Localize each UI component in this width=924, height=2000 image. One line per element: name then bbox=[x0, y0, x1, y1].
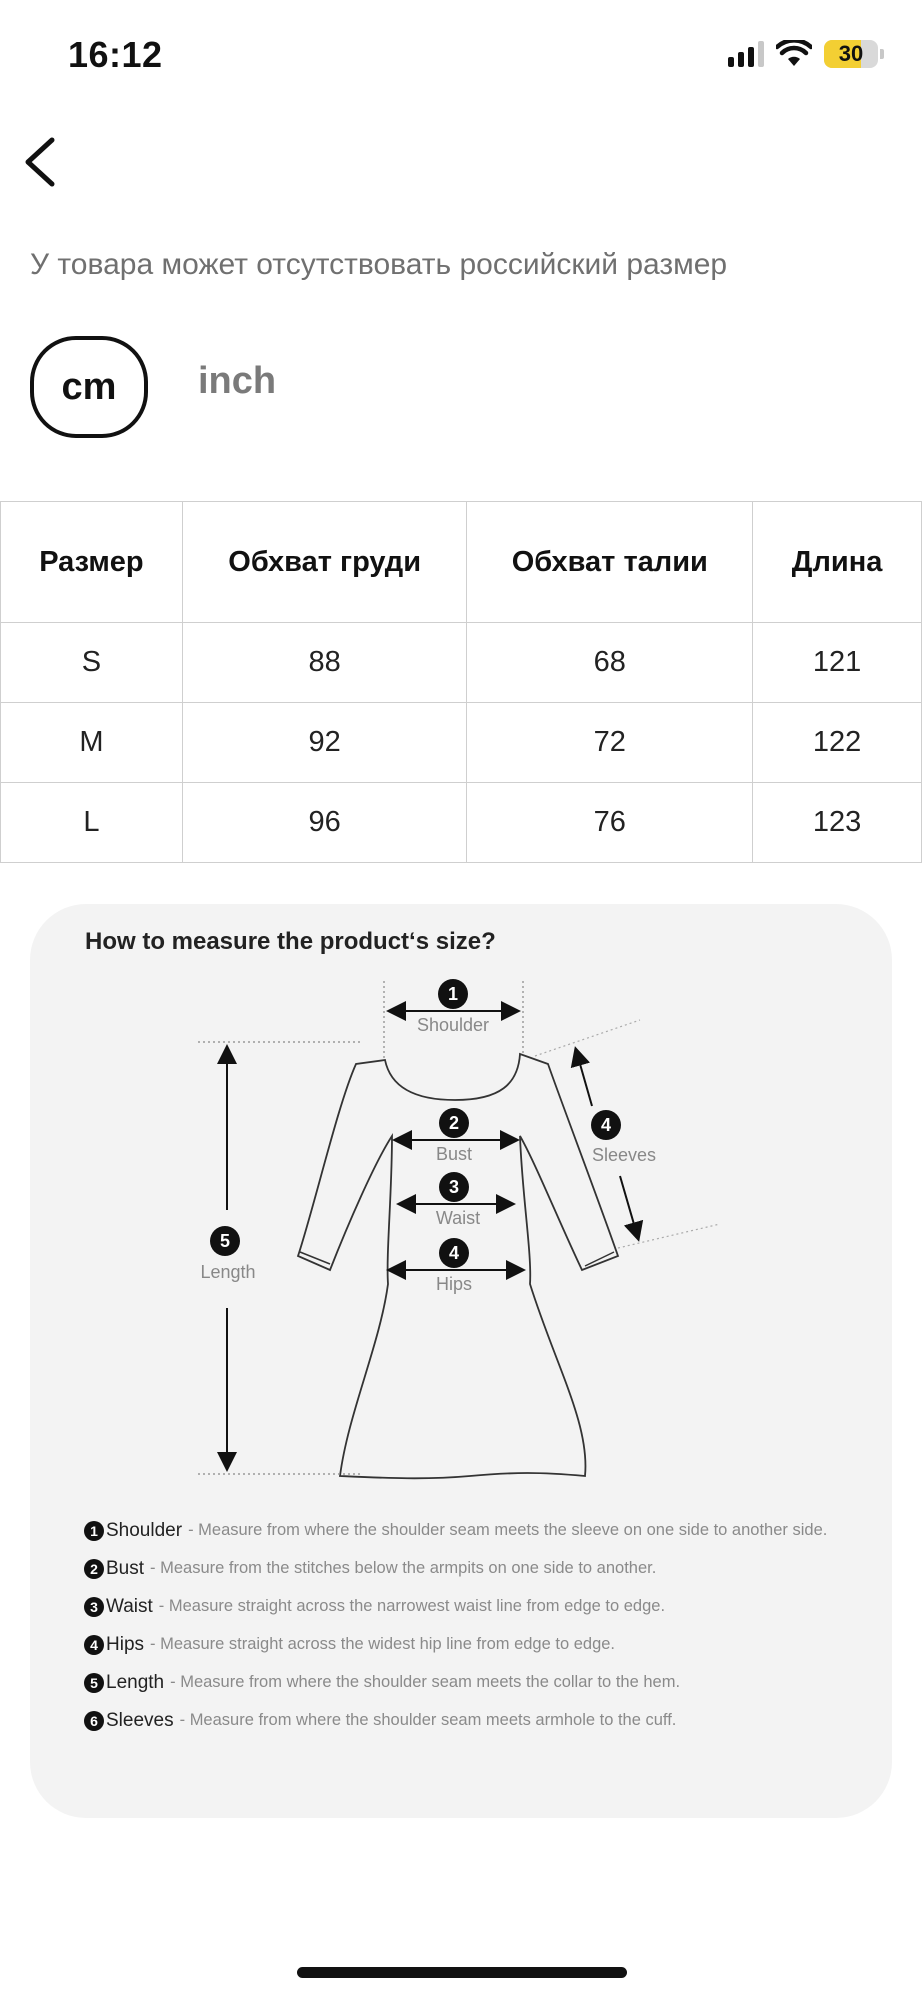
hips-marker: 4 bbox=[448, 1243, 460, 1263]
list-item bbox=[84, 1708, 864, 1733]
bust-marker: 2 bbox=[448, 1113, 460, 1133]
table-row bbox=[1, 703, 922, 783]
legend-number: 4 bbox=[84, 1635, 104, 1655]
length-label: Length bbox=[200, 1262, 256, 1282]
legend-description: - Measure from the stitches below the armpits on one side to another. bbox=[150, 1559, 657, 1577]
cellular-signal-icon bbox=[728, 41, 764, 67]
status-time: 16:12 bbox=[68, 34, 163, 75]
home-indicator[interactable] bbox=[297, 1967, 627, 1978]
legend-description: - Measure straight across the widest hip line from edge to edge. bbox=[150, 1635, 616, 1653]
cell-size: M bbox=[1, 703, 183, 783]
cell-bust: 88 bbox=[182, 623, 467, 703]
legend-description: - Measure from where the shoulder seam meets armhole to the cuff. bbox=[179, 1711, 677, 1729]
shoulder-marker: 1 bbox=[447, 984, 459, 1004]
legend-name: Length bbox=[106, 1672, 165, 1693]
sleeves-marker: 4 bbox=[600, 1115, 612, 1135]
cell-length: 122 bbox=[753, 703, 922, 783]
cell-waist: 76 bbox=[467, 783, 753, 863]
battery-icon bbox=[824, 40, 878, 68]
legend-name: Hips bbox=[106, 1634, 145, 1655]
legend-name: Sleeves bbox=[106, 1710, 174, 1731]
dress-diagram bbox=[30, 904, 892, 1504]
legend-number: 6 bbox=[84, 1711, 104, 1731]
length-marker: 5 bbox=[219, 1231, 231, 1251]
header-size: Размер bbox=[1, 502, 183, 623]
table-header-row bbox=[1, 502, 922, 623]
chevron-left-icon bbox=[14, 130, 74, 190]
measurement-legend bbox=[84, 1518, 864, 1746]
cell-size: L bbox=[1, 783, 183, 863]
legend-description: - Measure from where the shoulder seam meets the collar to the hem. bbox=[170, 1673, 681, 1691]
hips-label: Hips bbox=[435, 1274, 473, 1294]
legend-name: Waist bbox=[106, 1596, 153, 1617]
list-item bbox=[84, 1632, 864, 1657]
table-row bbox=[1, 623, 922, 703]
list-item bbox=[84, 1518, 864, 1543]
table-row bbox=[1, 783, 922, 863]
cell-bust: 96 bbox=[182, 783, 467, 863]
shoulder-label: Shoulder bbox=[416, 1015, 490, 1035]
waist-marker: 3 bbox=[448, 1177, 460, 1197]
unit-inch-button[interactable]: inch bbox=[198, 360, 277, 402]
size-table bbox=[0, 501, 922, 863]
size-notice: У товара может отсутствовать российский размер bbox=[30, 248, 728, 281]
legend-number: 1 bbox=[84, 1521, 104, 1541]
wifi-icon bbox=[776, 40, 812, 68]
guide-title: How to measure the product‘s size? bbox=[85, 928, 496, 955]
unit-cm-button[interactable]: cm bbox=[30, 336, 148, 438]
legend-name: Bust bbox=[106, 1558, 145, 1579]
cell-waist: 68 bbox=[467, 623, 753, 703]
measurement-guide-card bbox=[30, 904, 892, 1818]
battery-cap bbox=[880, 49, 884, 59]
cell-length: 123 bbox=[753, 783, 922, 863]
sleeves-label: Sleeves bbox=[591, 1145, 657, 1165]
header-waist: Обхват талии bbox=[467, 502, 753, 623]
bust-label: Bust bbox=[435, 1144, 473, 1164]
cell-waist: 72 bbox=[467, 703, 753, 783]
cell-length: 121 bbox=[753, 623, 922, 703]
back-button[interactable] bbox=[14, 130, 74, 190]
waist-label: Waist bbox=[435, 1208, 481, 1228]
header-length: Длина bbox=[753, 502, 922, 623]
legend-name: Shoulder bbox=[106, 1520, 183, 1541]
legend-number: 2 bbox=[84, 1559, 104, 1579]
legend-number: 5 bbox=[84, 1673, 104, 1693]
cell-size: S bbox=[1, 623, 183, 703]
status-icons bbox=[728, 40, 884, 68]
legend-number: 3 bbox=[84, 1597, 104, 1617]
cell-bust: 92 bbox=[182, 703, 467, 783]
header-bust: Обхват груди bbox=[182, 502, 467, 623]
legend-description: - Measure straight across the narrowest waist line from edge to edge. bbox=[158, 1597, 666, 1615]
list-item bbox=[84, 1670, 864, 1695]
list-item bbox=[84, 1556, 864, 1581]
list-item bbox=[84, 1594, 864, 1619]
battery-level: 30 bbox=[838, 41, 864, 66]
legend-description: - Measure from where the shoulder seam meets the sleeve on one side to another side. bbox=[188, 1521, 828, 1539]
